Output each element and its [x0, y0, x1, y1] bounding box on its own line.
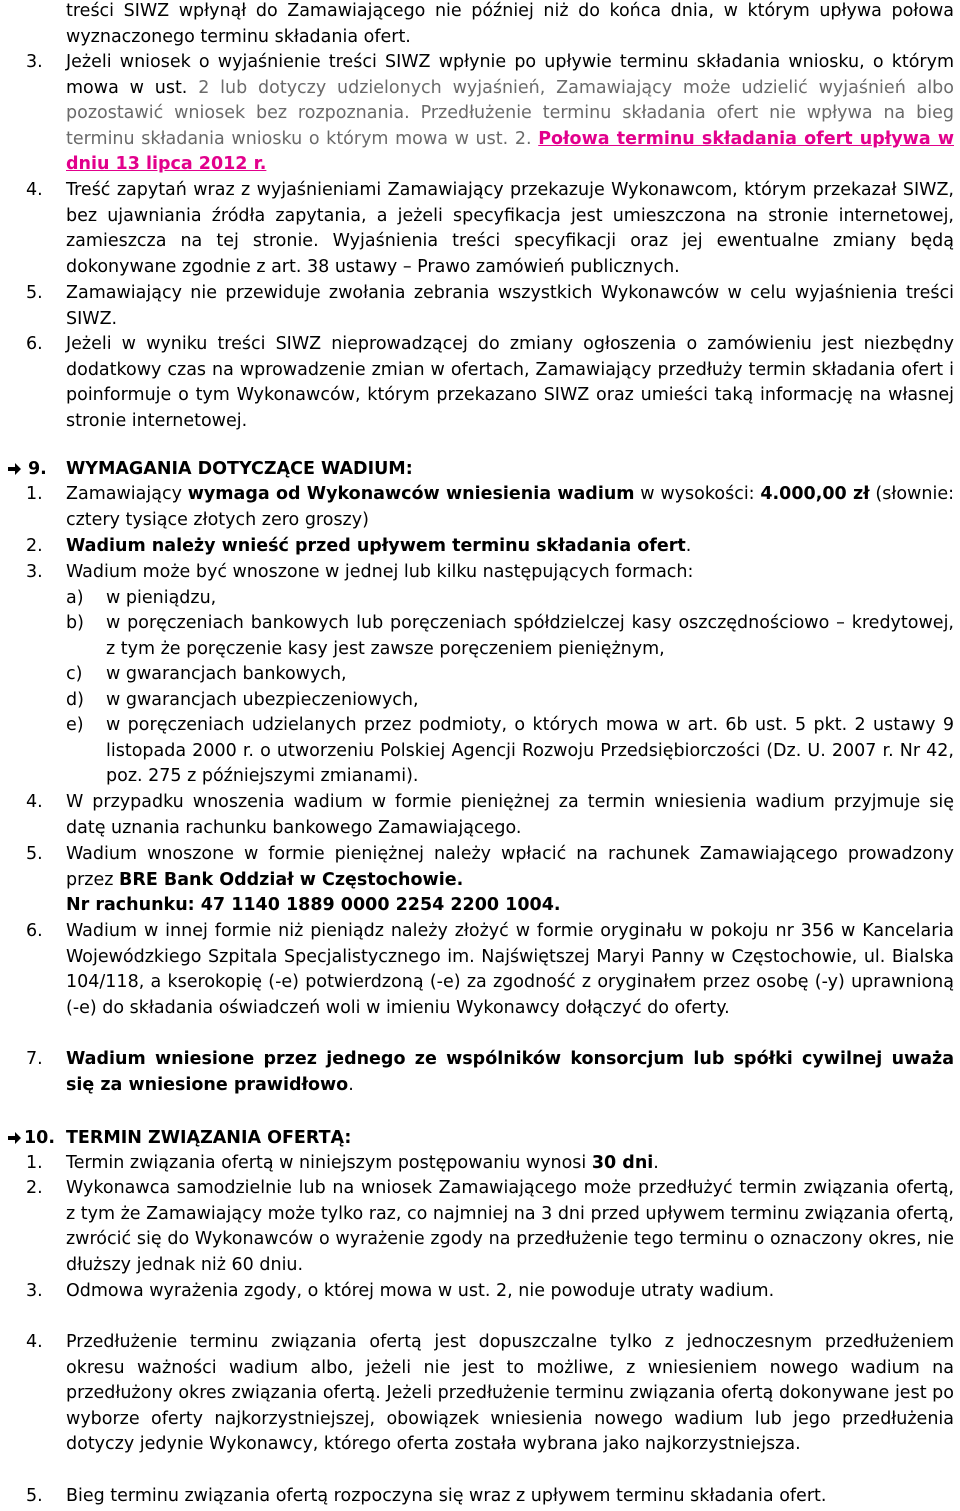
item5-paragraph: Zamawiający nie przewiduje zwołania zebrania wszystkich Wykonawców w celu wyjaśnienia treści SIWZ.: [66, 283, 954, 329]
s9-item1-bold: wymaga od Wykonawców wniesienia wadium: [187, 484, 635, 504]
s9-item3-paragraph: Wadium może być wnoszone w jednej lub kilku następujących formach:: [66, 562, 694, 582]
s10-item1-paragraph: [66, 1151, 954, 1177]
section-number: 10.: [24, 1128, 56, 1148]
item-number: 6.: [26, 921, 43, 941]
s9-item2-post: .: [685, 536, 692, 556]
s9-item1-paragraph: [66, 482, 954, 533]
s9-item7-bold: Wadium wniesione przez jednego ze wspólników konsorcjum lub spółki cywilnej uważa się za wniesione prawidłowo: [66, 1049, 954, 1095]
item-number: 5.: [26, 283, 43, 303]
form-item: w gwarancjach ubezpieczeniowych,: [106, 690, 419, 710]
account-number: Nr rachunku: 47 1140 1889 0000 2254 2200 1004.: [66, 895, 561, 916]
s10-item5-paragraph: Bieg terminu związania ofertą rozpoczyna się wraz z upływem terminu składania ofert.: [66, 1486, 827, 1506]
form-letter: d): [66, 690, 84, 710]
item-number: 1.: [26, 484, 43, 504]
bank-name: BRE Bank Oddział w Częstochowie.: [119, 869, 464, 890]
s9-item6-paragraph: Wadium w innej formie niż pieniądz należy złożyć w formie oryginału w pokoju nr 356 w Kancelaria Wojewódzkiego Szpitala Specjalistycznego im. Najświętszej Maryi Panny w Częstochowie, ul. Bialska 104/118, a kserokopię (-e) potwierdzoną (-e) za zgodność z oryginałem przez osobę (-y) uprawnioną (-e) do składania oświadczeń woli w imieniu Wykonawcy dołączyć do oferty.: [66, 921, 954, 1018]
s9-item5-text: Wadium wnoszone w formie pieniężnej należy wpłacić na rachunek Zamawiającego prowadzony przez: [66, 844, 954, 890]
arrow-bullet-icon: [6, 1130, 22, 1146]
s9-item1-mid: w wysokości:: [634, 484, 761, 504]
intro-paragraph: [66, 0, 954, 50]
item3-gray-text: 2 lub dotyczy udzielonych wyjaśnień, Zamawiający może udzielić wyjaśnień albo pozostawić wniosek bez rozpoznania. Przedłużenie terminu składania ofert nie wpływa na bieg terminu składania wniosku o którym mowa w ust. 2.: [66, 77, 954, 149]
item3-highlight: Połowa terminu składania ofert upływa w dniu 13 lipca 2012 r.: [66, 128, 954, 175]
s9-item2-bold: Wadium należy wnieść przed upływem terminu składania ofert: [66, 536, 686, 556]
item3-text: Jeżeli wniosek o wyjaśnienie treści SIWZ wpłynie po upływie terminu składania wniosku, o którym mowa w ust.: [66, 52, 954, 98]
item-number: 3.: [26, 52, 43, 72]
item-number: 4.: [26, 180, 43, 200]
item-number: 5.: [26, 1486, 43, 1506]
item4-paragraph: [66, 178, 954, 280]
form-item: w gwarancjach bankowych,: [106, 664, 347, 684]
item-number: 3.: [26, 562, 43, 582]
form-letter: a): [66, 588, 84, 608]
s9-item7-paragraph: [66, 1047, 954, 1098]
item-number: 1.: [26, 1153, 43, 1173]
s9-item4-paragraph: W przypadku wnoszenia wadium w formie pieniężnej za termin wniesienia wadium przyjmuje się datę uznania rachunku bankowego Zamawiającego.: [66, 792, 954, 838]
item-number: 6.: [26, 334, 43, 354]
item4-text: Treść zapytań wraz z wyjaśnieniami Zamawiający przekazuje Wykonawcom, którym przekazał SIWZ, bez ujawniania źródła zapytania, a jeżeli specyfikacja jest umieszczona na stronie internetowej, zamieszcza na tej stronie. Wyjaśnienia treści specyfikacji oraz jej ewentualne zmiany będą dokonywane zgodnie z art. 38 ustawy – Prawo zamówień publicznych.: [66, 180, 954, 277]
item-number: 3.: [26, 1281, 43, 1301]
form-item: w pieniądzu,: [106, 588, 217, 608]
item-number: 2.: [26, 536, 43, 556]
form-letter: c): [66, 664, 83, 684]
form-letter: e): [66, 715, 84, 735]
section-heading-10: [0, 1125, 960, 1151]
s10-item1-post: .: [653, 1153, 659, 1173]
s10-item2-paragraph: Wykonawca samodzielnie lub na wniosek Zamawiającego może przedłużyć termin związania ofertą, z tym że Zamawiający może tylko raz, co najmniej na 3 dni przed upływem terminu związania ofertą, zwrócić się do Wykonawców o wyrażenie zgody na przedłużenie tego terminu o oznaczony okres, nie dłuższy jednak niż 60 dniu.: [66, 1178, 954, 1275]
s10-item3-paragraph: Odmowa wyrażenia zgody, o której mowa w ust. 2, nie powoduje utraty wadium.: [66, 1281, 775, 1301]
s9-item2-paragraph: [66, 534, 954, 560]
s10-item1-pre: Termin związania ofertą w niniejszym postępowaniu wynosi: [66, 1153, 592, 1173]
item-number: 4.: [26, 1332, 43, 1352]
arrow-bullet-icon: [6, 461, 22, 477]
item6-paragraph: Jeżeli w wyniku treści SIWZ nieprowadzącej do zmiany ogłoszenia o zamówieniu jest niezbędny dodatkowy czas na wprowadzenie zmian w ofertach, Zamawiający przedłuży termin składania ofert i poinformuje o tym Wykonawców, którym przekazano SIWZ oraz umieści taką informację na własnej stronie internetowej.: [66, 334, 954, 431]
s9-item1-pre: Zamawiający: [66, 484, 188, 504]
form-item: w poręczeniach udzielanych przez podmioty, o których mowa w art. 6b ust. 5 pkt. 2 ustawy 9 listopada 2000 r. o utworzeniu Polskiej Agencji Rozwoju Przedsiębiorczości (Dz. U. 2007 r. Nr 42, poz. 275 z późniejszymi zmianami).: [106, 715, 954, 787]
s9-item5-paragraph: [66, 842, 954, 919]
form-item: w poręczeniach bankowych lub poręczeniach spółdzielczej kasy oszczędnościowo – kredytowej, z tym że poręczenie kasy jest zawsze poręczeniem pieniężnym,: [106, 613, 954, 659]
form-letter: b): [66, 613, 84, 633]
s10-item1-days: 30 dni: [591, 1153, 654, 1173]
item-number: 2.: [26, 1178, 43, 1198]
section-number: 9.: [28, 459, 47, 479]
s9-item1-amount: 4.000,00 zł: [760, 484, 870, 504]
item-number: 4.: [26, 792, 43, 812]
item3-paragraph: [66, 50, 954, 178]
intro-text: treści SIWZ wpłynął do Zamawiającego nie później niż do końca dnia, w którym upływa połowa wyznaczonego terminu składania ofert.: [66, 1, 954, 47]
item-number: 5.: [26, 844, 43, 864]
section-title: WYMAGANIA DOTYCZĄCE WADIUM:: [66, 459, 413, 479]
s10-item4-paragraph: Przedłużenie terminu związania ofertą jest dopuszczalne tylko z jednoczesnym przedłużeniem okresu ważności wadium albo, jeżeli nie jest to możliwe, z wniesieniem nowego wadium na przedłużony okres związania ofertą. Jeżeli przedłużenie terminu związania ofertą dokonywane jest po wyborze oferty najkorzystniejszej, obowiązek wniesienia nowego wadium lub jego przedłużenia dotyczy jedynie Wykonawcy, którego oferta została wybrana jako najkorzystniejsza.: [66, 1332, 954, 1455]
item-number: 7.: [26, 1049, 43, 1069]
s9-item7-post: .: [348, 1074, 354, 1095]
section-title: TERMIN ZWIĄZANIA OFERTĄ:: [66, 1128, 352, 1148]
s9-item1-post: (słownie: cztery tysiące złotych zero groszy): [66, 484, 954, 530]
section-heading-9: [0, 456, 960, 482]
